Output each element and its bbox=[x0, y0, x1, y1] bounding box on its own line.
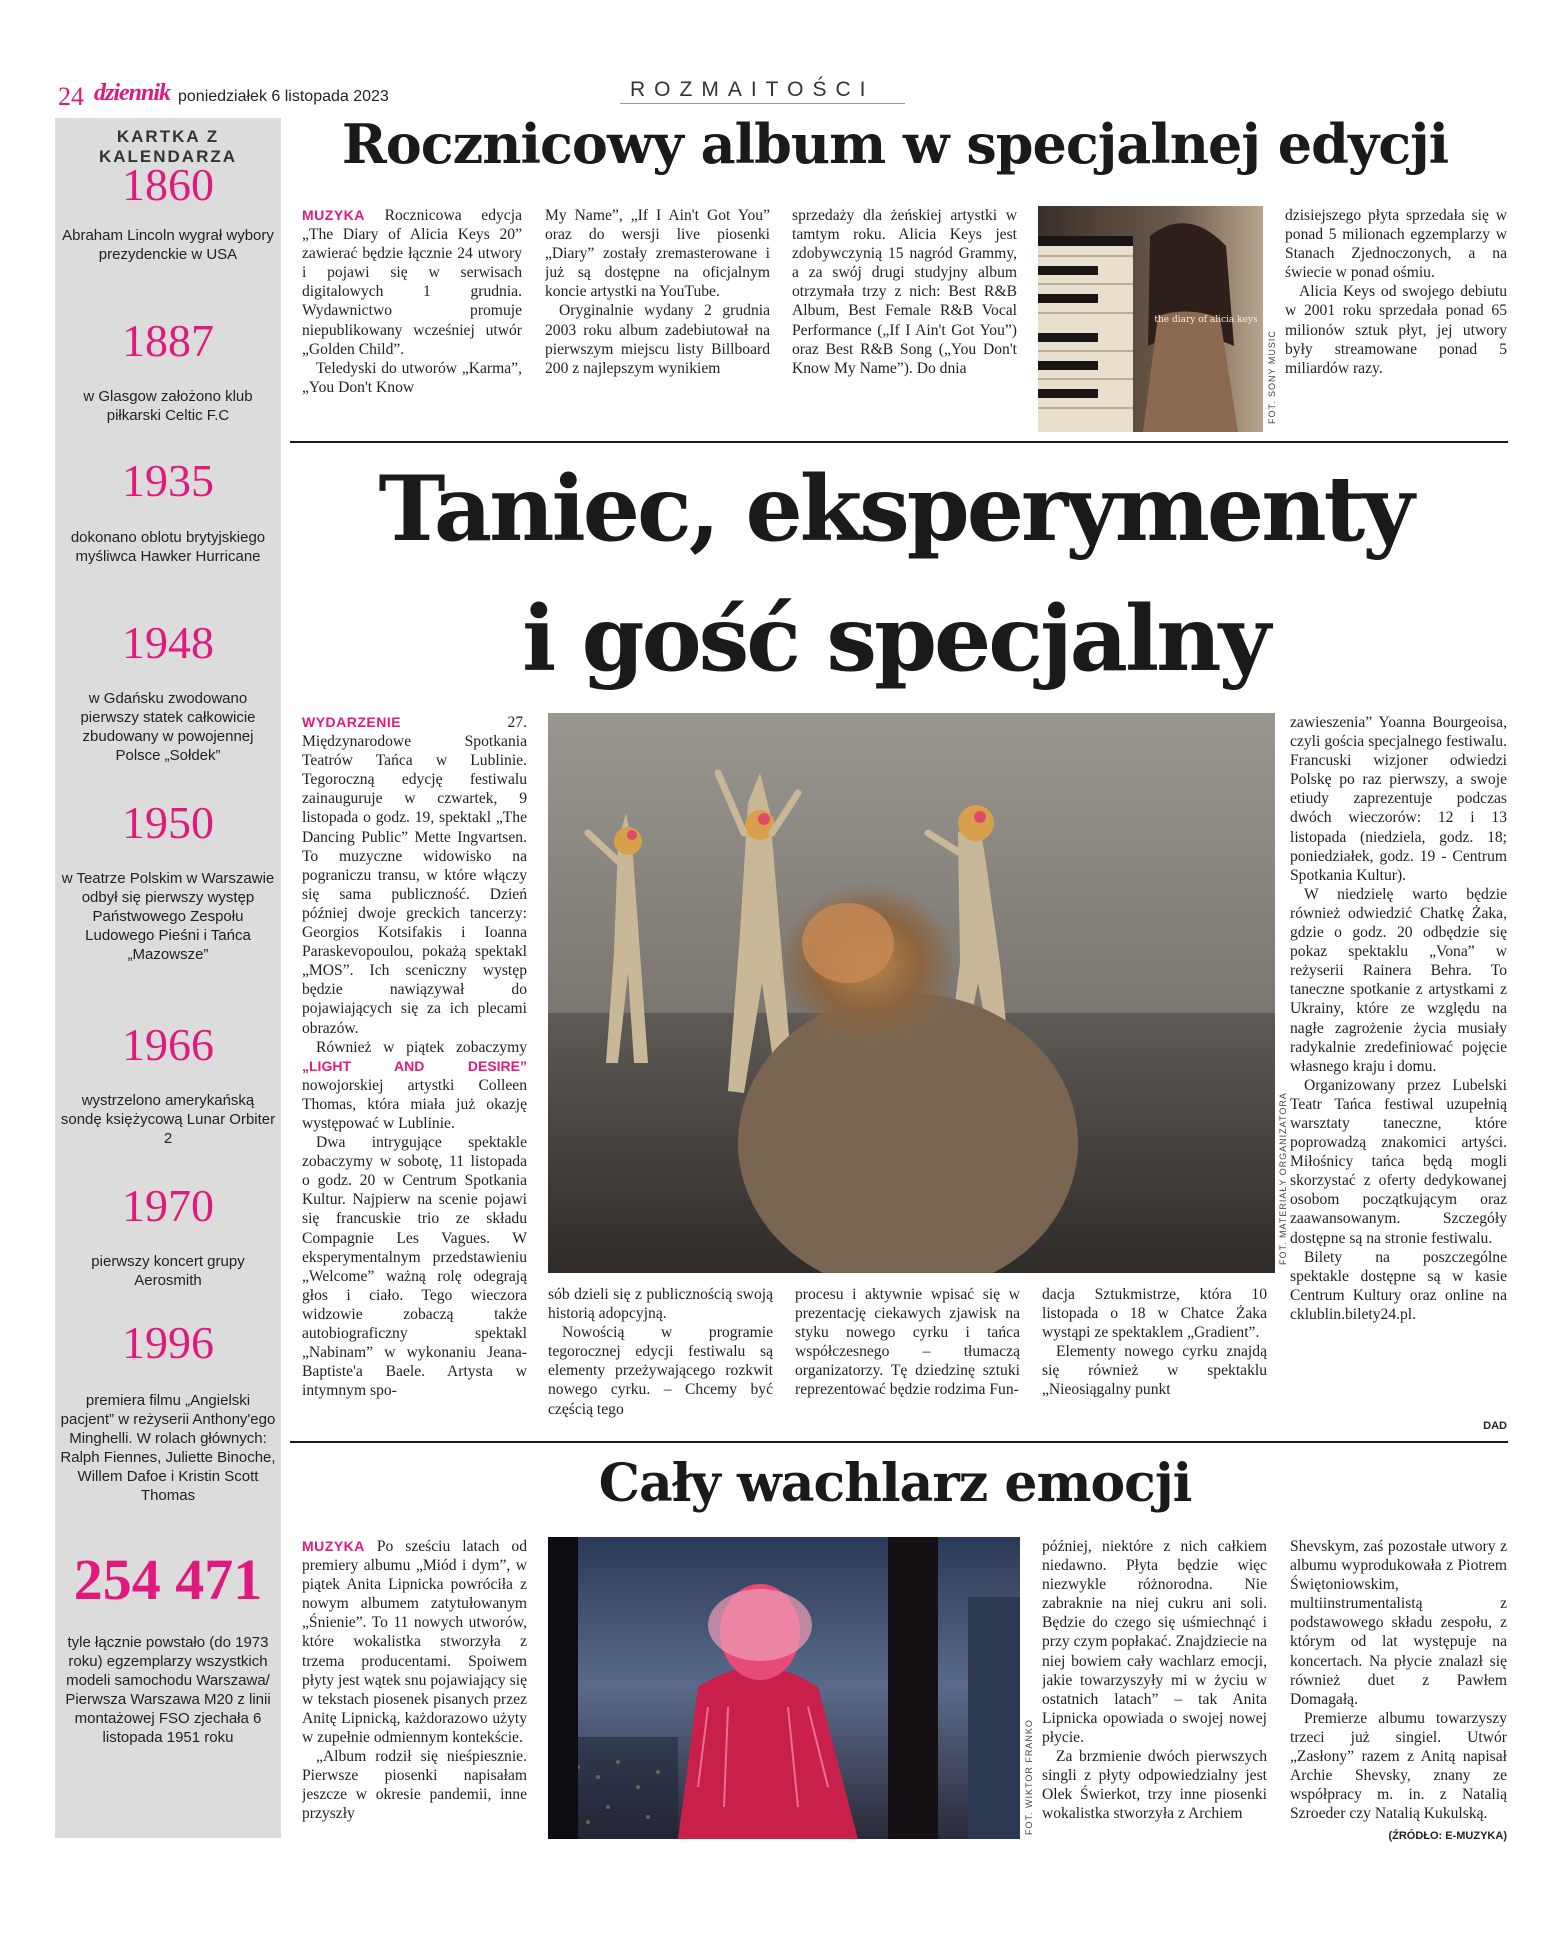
article3-column-2: później, niektóre z nich całkiem niedawno. Płyta będzie więc niezwykle różnorodna. Nie zabraknie na niej cukru ani soli. Będzie do czego się uśmiechnąć i przy czym popłakać. Znajdziecie na niej bowiem cały wachlarz emocji, jakie towarzyszyły mi w życiu w ostatnich latach” – tak Anita Lipnicka opowiada o swojej nowej płycie. Za brzmienie dwóch pierwszych singli z płyty odpowiedzialny jest Olek Świerkot, trzy inne piosenki wokalistka stworzyła z Archiem bbox=[1042, 1538, 1267, 1823]
calendar-event: premiera filmu „Angielski pacjent” w reżyserii Anthony'ego Minghelli. W rolach głównych: Ralph Fiennes, Juliette Binoche, Willem Dafoe i Kristin Scott Thomas bbox=[60, 1392, 276, 1504]
article3-column-3: Shevskym, zaś pozostałe utwory z albumu wyprodukowała z Piotrem Świętoniowskim, multiinstrumentalistą z podstawowego składu zespołu, z którym od lat występuje na koncertach. Na płycie znalazł się również duet z Pawłem Domagałą. Premierze albumu towarzyszy trzeci już singiel. Utwór „Zasłony” razem z Anitą napisał Archie Shevsky, znany ze współpracy m. in. z Natalią Szroeder czy Natalią Kukulską. bbox=[1290, 1538, 1507, 1823]
headline-dance-line-2: i gość specjalny bbox=[522, 586, 1268, 692]
calendar-year: 1996 bbox=[122, 1317, 214, 1368]
author-signature: DAD bbox=[1483, 1420, 1507, 1432]
article2-lead: WYDARZENIE bbox=[302, 714, 402, 730]
highlighted-title: „LIGHT AND DESIRE” bbox=[302, 1057, 527, 1074]
calendar-event: dokonano oblotu brytyjskiego myśliwca Hawker Hurricane bbox=[70, 529, 266, 565]
calendar-year: 1935 bbox=[122, 455, 214, 506]
article2-column-4: dacja Sztukmistrze, która 10 listopada o 18 w Chatce Żaka wystąpi ze spektaklem „Gradient”. Elementy nowego cyrku znajdą się również w spektaklu „Nieosiągalny punkt bbox=[1042, 1286, 1267, 1399]
photo-credit: FOT. SONY MUSIC bbox=[1267, 330, 1277, 424]
sidebar-title: KARTKA Z KALENDARZA bbox=[98, 127, 238, 166]
section-rule bbox=[290, 441, 1508, 443]
singer-portrait-photo bbox=[548, 1537, 1020, 1839]
article2-column-2: sób dzieli się z publicznością swoją historią adopcyjną. Nowością w programie tegorocznej edycji festiwalu są elementy przeżywającego rozkwit nowego cyrku. – Chcemy być częścią tego bbox=[548, 1286, 773, 1418]
calendar-year: 1887 bbox=[122, 315, 214, 366]
calendar-event: w Glasgow założono klub piłkarski Celtic F.C bbox=[83, 388, 253, 424]
calendar-event: wystrzelono amerykańską sondę księżycową Lunar Orbiter 2 bbox=[60, 1092, 276, 1147]
photo-credit: FOT. MATERIAŁY ORGANIZATORA bbox=[1278, 1092, 1288, 1265]
article2-column-5: zawieszenia” Yoanna Bourgeoisa, czyli gościa specjalnego festiwalu. Francuski wizjoner odwiedzi Polskę po raz pierwszy, a swoje etiudy zaprezentuje podczas dwóch wieczorów: 12 i 13 listopada (niedziela, godz. 18; poniedziałek, godz. 19 - Centrum Spotkania Kultur). W niedzielę warto będzie również odwiedzić Chatkę Żaka, gdzie o godz. 20 odbędzie się pokaz spektaklu „Vona” w reżyserii Rainera Behra. To taneczne spotkanie z artystkami z Ukrainy, które ze względu na nagłe zagrożenie życia musiały radykalnie zredefiniować pojęcie własnego kraju i domu. Organizowany przez Lubelski Teatr Tańca festiwal uzupełnią warsztaty taneczne, które poprowadzą znakomici artyści. Miłośnicy tańca będą mogli skorzystać z oferty dedykowanej osobom początkującym oraz zaawansowanym. Szczegóły dostępne są na stronie festiwalu. Bilety na poszczególne spektakle dostępne są w kasie Centrum Kultury oraz online na cklublin.bilety24.pl. bbox=[1290, 714, 1507, 1323]
album-cover-photo bbox=[1038, 206, 1263, 432]
article1-column-4: dzisiejszego płyta sprzedała się w ponad 5 milionach egzemplarzy w Stanach Zjednoczonych, a na świecie w ponad ośmiu. Alicia Keys od swojego debiutu w 2001 roku sprzedała ponad 65 milionów sztuk płyt, jej utwory były streamowane ponad 5 miliardów razy. bbox=[1285, 207, 1507, 377]
article1-column-3: sprzedaży dla żeńskiej artystki w tamtym roku. Alicia Keys jest zdobywczynią 15 nagród Grammy, a za swój drugi studyjny album otrzymała trzy z nich: Best R&B Album, Best Female R&B Vocal Performance („If I Ain't Got You”) oraz Best R&B Song („You Don't Know My Name”). Do dnia bbox=[792, 207, 1017, 377]
article3-column-1: MUZYKA Po sześciu latach od premiery albumu „Miód i dym”, w piątek Anita Lipnicka powróciła z nowym albumem zatytułowanym „Śnienie”. To 11 nowych utworów, które wokalistka stworzyła z trzema producentami. Spoiwem płyty jest wątek snu pojawiający się w tekstach piosenek pisanych przez Anitę Lipnicką, każdorazowo użyty w zupełnie odmiennym kontekście. „Album rodził się nieśpiesznie. Pierwsze piosenki napisałam jeszcze w okresie pandemii, inne przyszły bbox=[302, 1538, 527, 1823]
calendar-year: 1966 bbox=[122, 1019, 214, 1070]
calendar-year: 1950 bbox=[122, 797, 214, 848]
article1-column-2: My Name”, „If I Ain't Got You” oraz do wersji live piosenki „Diary” zostały zremasterowane i już są dostępne na oficjalnym koncie artystki na YouTube. Oryginalnie wydany 2 grudnia 2003 roku album zadebiutował na pierwszym miejscu listy Billboard 200 z najlepszym wynikiem bbox=[545, 207, 770, 377]
article1-lead: MUZYKA bbox=[302, 207, 365, 223]
calendar-event: w Gdańsku zwodowano pierwszy statek całkowicie zbudowany w powojennej Polsce „Sołdek” bbox=[80, 690, 256, 764]
dance-performance-photo bbox=[548, 713, 1275, 1273]
calendar-year: 1948 bbox=[122, 617, 214, 668]
section-title: ROZMAITOŚCI bbox=[630, 78, 875, 101]
album-cover-title: the diary of alicia keys bbox=[1154, 315, 1258, 325]
calendar-event: w Teatrze Polskim w Warszawie odbył się pierwszy występ Państwowego Zespołu Ludowego Pieśni i Tańca „Mazowsze” bbox=[61, 870, 275, 963]
calendar-event: pierwszy koncert grupy Aerosmith bbox=[91, 1253, 245, 1289]
headline-emotions: Cały wachlarz emocji bbox=[598, 1453, 1192, 1514]
calendar-event: Abraham Lincoln wygrał wybory prezydenckie w USA bbox=[62, 227, 274, 263]
calendar-year: 1860 bbox=[122, 159, 214, 210]
issue-date: poniedziałek 6 listopada 2023 bbox=[178, 88, 389, 105]
article2-column-3: procesu i aktywnie wpisać się w prezentację ciekawych zjawisk na styku nowego cyrku i tańca współczesnego – tłumaczą organizatorzy. Tę dziedzinę sztuki reprezentować będzie rodzima Fun- bbox=[795, 1286, 1020, 1399]
big-statistic: 254 471 bbox=[73, 1547, 263, 1612]
headline-dance-line-1: Taniec, eksperymenty bbox=[378, 456, 1412, 562]
article2-column-1: WYDARZENIE 27. Międzynarodowe Spotkania Teatrów Tańca w Lublinie. Tegoroczną edycję festiwalu zainauguruje w czwartek, 9 listopada o godz. 19, spektakl „The Dancing Public” Mette Ingvartsen. To muzyczne widowisko na pograniczu transu, w które włączy się sama publiczność. Dzień później dwoje greckich tancerzy: Georgios Kotsifakis i Ioanna Paraskevopoulou, pokażą spektakl „MOS”. Ich sceniczny występ będzie nawiązywał do pojawiających się za ich plecami obrazów. Również w piątek zobaczymy „LIGHT AND DESIRE” nowojorskiej artystki Colleen Thomas, która miała już okazję występować w Lublinie. Dwa intrygujące spektakle zobaczymy w sobotę, 11 listopada o godz. 20 w Centrum Spotkania Kultur. Najpierw na scenie pojawi się francuskie trio ze składu Compagnie Les Vagues. W eksperymentalnym przedstawieniu „Welcome” ważną rolę odegrają głos i ciało. Tego wieczora widzowie zobaczą także autobiograficzny spektakl „Nabinam” w wykonaniu Jeana-Baptiste'a Baele. Artysta w intymnym spo- bbox=[302, 714, 527, 1400]
source-note: (ŹRÓDŁO: E-MUZYKA) bbox=[1388, 1830, 1507, 1842]
section-rule bbox=[290, 1441, 1508, 1443]
newspaper-logo: dziennik bbox=[94, 80, 171, 106]
photo-credit: FOT. WIKTOR FRANKO bbox=[1024, 1719, 1034, 1835]
page-number: 24 bbox=[58, 82, 84, 111]
headline-anniversary-album: Rocznicowy album w specjalnej edycji bbox=[341, 112, 1449, 176]
article1-column-1: MUZYKA Rocznicowa edycja „The Diary of Alicia Keys 20” zawierać będzie łącznie 24 utwory i pojawi się w serwisach digitalowych 1 grudnia. Wydawnictwo promuje niepublikowany wcześniej utwór „Golden Child”. Teledyski do utworów „Karma”, „You Don't Know bbox=[302, 207, 522, 396]
statistic-description: tyle łącznie powstało (do 1973 roku) egzemplarzy wszystkich modeli samochodu Warszawa/ Pierwsza Warszawa M20 z linii montażowej FSO zjechała 6 listopada 1951 roku bbox=[65, 1634, 271, 1746]
calendar-year: 1970 bbox=[122, 1180, 214, 1231]
article3-lead: MUZYKA bbox=[302, 1538, 365, 1554]
section-divider bbox=[620, 103, 905, 104]
